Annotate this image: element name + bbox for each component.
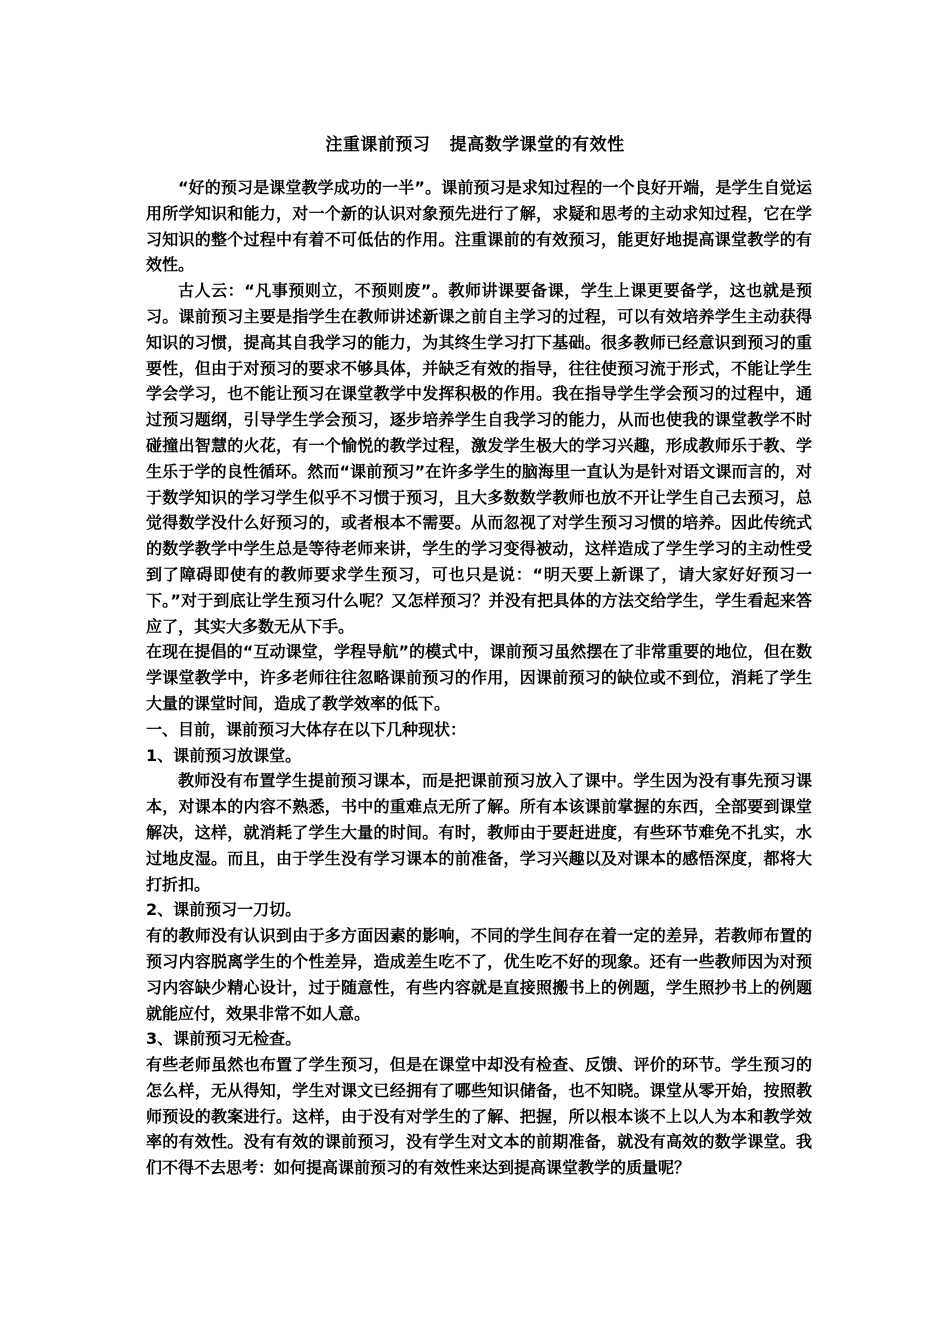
subsection-heading: 2、课前预习一刀切。 xyxy=(146,900,302,920)
paragraph: 教师没有布置学生提前预习课本，而是把课前预习放入了课中。学生因为没有事先预习课本，对课本的内容不熟悉，书中的重难点无所了解。所有本该课前掌握的东西，全部要到课堂解决，这样，就消耗了学生大量的时间。有时，教师由于要赶进度，有些环节难免不扎实，水过地皮湿。而且，由于学生没有学习课本的前准备，学习兴趣以及对课本的感悟深度，都将大打折扣。 xyxy=(146,771,812,894)
paragraph: 古人云：“凡事预则立，不预则废”。教师讲课要备课，学生上课更要备学，这也就是预习。课前预习主要是指学生在教师讲述新课之前自主学习的过程，可以有效培养学生主动获得知识的习惯，提高其自我学习的能力，为其终生学习打下基础。很多教师已经意识到预习的重要性，但由于对预习的要求不够具体，并缺乏有效的指导，往往使预习流于形式，不能让学生学会学习，也不能让预习在课堂教学中发挥积极的作用。我在指导学生学会预习的过程中，通过预习题纲，引导学生学会预习，逐步培养学生自我学习的能力，从而也使我的课堂教学不时碰撞出智慧的火花，有一个愉悦的教学过程，激发学生极大的学习兴趣，形成教师乐于教、学生乐于学的良性循环。然而“课前预习”在许多学生的脑海里一直认为是针对语文课而言的，对于数学知识的学习学生似乎不习惯于预习，且大多数数学教师也放不开让学生自己去预习，总觉得数学没什么好预习的，或者根本不需要。从而忽视了对学生预习习惯的培养。因此传统式的数学教学中学生总是等待老师来讲，学生的学习变得被动，这样造成了学生学习的主动性受到了障碍即使有的教师要求学生预习，可也只是说：“明天要上新课了，请大家好好预习一下。”对于到底让学生预习什么呢？又怎样预习？并没有把具体的方法交给学生，学生看起来答应了，其实大多数无从下手。 xyxy=(146,281,812,636)
subsection-heading: 1、课前预习放课堂。 xyxy=(146,745,302,765)
document-body xyxy=(146,175,812,1181)
document-title: 注重课前预习 提高数学课堂的有效性 xyxy=(325,135,625,155)
paragraph: 有的教师没有认识到由于多方面因素的影响，不同的学生间存在着一定的差异，若教师布置的预习内容脱离学生的个性差异，造成差生吃不了，优生吃不好的现象。还有一些教师因为对预习内容缺少精心设计，过于随意性，有些内容就是直接照搬书上的例题，学生照抄书上的例题就能应付，效果非常不如人意。 xyxy=(146,926,812,1023)
subsection-heading: 3、课前预习无检查。 xyxy=(146,1029,302,1049)
paragraph: 在现在提倡的“互动课堂，学程导航”的模式中，课前预习虽然摆在了非常重要的地位，但在数学课堂教学中，许多老师往往忽略课前预习的作用，因课前预习的缺位或不到位，消耗了学生大量的课堂时间，造成了教学效率的低下。 xyxy=(146,642,812,713)
section-heading: 一、目前，课前预习大体存在以下几种现状： xyxy=(146,719,467,739)
paragraph: “好的预习是课堂教学成功的一半”。课前预习是求知过程的一个良好开端，是学生自觉运用所学知识和能力，对一个新的认识对象预先进行了解，求疑和思考的主动求知过程，它在学习知识的整个过程中有着不可低估的作用。注重课前的有效预习，能更好地提高课堂教学的有效性。 xyxy=(146,178,812,275)
paragraph: 有些老师虽然也布置了学生预习，但是在课堂中却没有检查、反馈、评价的环节。学生预习的怎么样，无从得知，学生对课文已经拥有了哪些知识储备，也不知晓。课堂从零开始，按照教师预设的教案进行。这样，由于没有对学生的了解、把握，所以根本谈不上以人为本和教学效率的有效性。没有有效的课前预习，没有学生对文本的前期准备，就没有高效的数学课堂。我们不得不去思考：如何提高课前预习的有效性来达到提高课堂教学的质量呢？ xyxy=(146,1055,812,1178)
